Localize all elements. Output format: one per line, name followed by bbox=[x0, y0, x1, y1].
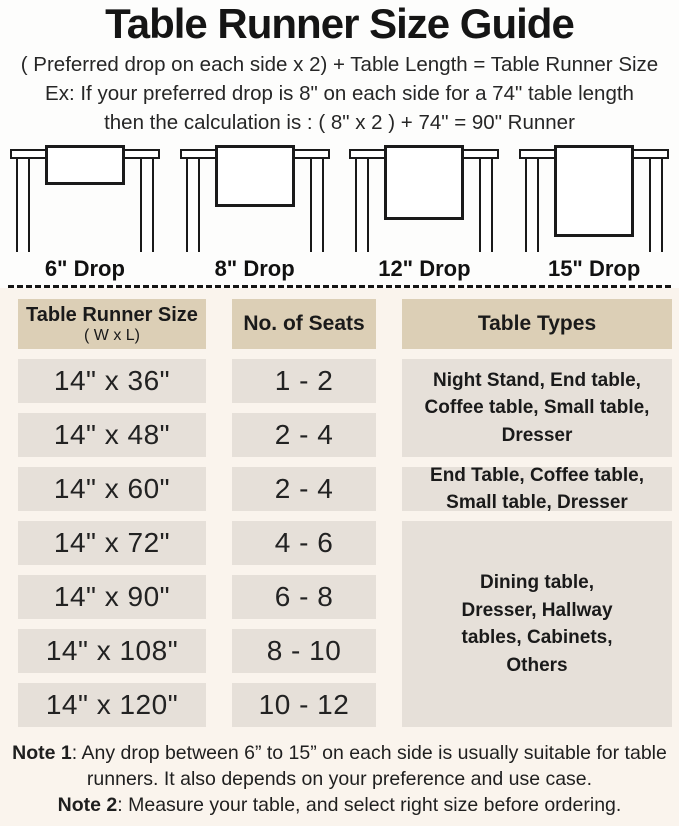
drop-label-15in: 15" Drop bbox=[547, 256, 641, 282]
table-leg-right bbox=[140, 158, 154, 252]
drop-label-12in: 12" Drop bbox=[378, 256, 471, 282]
table-types-text: Dining table, Dresser, Hallway tables, Cabinets, Others bbox=[461, 572, 613, 676]
page-title: Table Runner Size Guide bbox=[105, 0, 574, 47]
table-leg-left bbox=[16, 158, 30, 252]
table-leg-left bbox=[186, 158, 200, 252]
table-leg-right bbox=[649, 158, 663, 252]
table-illustration-15in-drop bbox=[509, 142, 679, 254]
seats-cell: 2 - 4 bbox=[232, 467, 376, 511]
note-2-text: : Measure your table, and select right size before ordering. bbox=[117, 793, 622, 816]
header-runner-size-title: Table Runner Size bbox=[26, 303, 198, 326]
table-leg-right bbox=[310, 158, 324, 252]
size-table bbox=[0, 288, 679, 727]
runner-size-cell: 14" x 120" bbox=[18, 683, 206, 727]
seats-cell: 1 - 2 bbox=[232, 359, 376, 403]
table-types-cell-group-2 bbox=[402, 464, 672, 514]
runner-shape-8in bbox=[215, 145, 295, 207]
table-types-text: Night Stand, End table, Coffee table, Small table, Dresser bbox=[424, 369, 650, 446]
note-2-label: Note 2 bbox=[57, 793, 118, 816]
seats-cell: 6 - 8 bbox=[232, 575, 376, 619]
seats-cell: 2 - 4 bbox=[232, 413, 376, 457]
table-illustration-8in-drop bbox=[170, 142, 340, 254]
notes-block bbox=[0, 727, 679, 819]
formula-line: ( Preferred drop on each side x 2) + Table Length = Table Runner Size bbox=[20, 53, 659, 77]
table-types-cell-group-3 bbox=[402, 521, 672, 727]
table-types-text: End Table, Coffee table, Small table, Dresser bbox=[430, 464, 644, 514]
header-runner-size bbox=[18, 299, 206, 349]
header-seats: No. of Seats bbox=[232, 299, 376, 349]
runner-shape-15in bbox=[554, 145, 634, 237]
table-leg-right bbox=[479, 158, 493, 252]
runner-size-cell: 14" x 48" bbox=[18, 413, 206, 457]
note-1 bbox=[12, 742, 667, 790]
runner-size-cell: 14" x 60" bbox=[18, 467, 206, 511]
table-illustration-6in-drop bbox=[0, 142, 170, 254]
header-runner-size-subtitle: ( W x L) bbox=[84, 326, 140, 344]
note-2 bbox=[58, 794, 622, 816]
drop-label-row bbox=[0, 256, 679, 282]
note-1-label: Note 1 bbox=[12, 742, 72, 765]
example-line-2: then the calculation is : ( 8" x 2 ) + 74" = 90" Runner bbox=[104, 111, 575, 135]
runner-size-cell: 14" x 108" bbox=[18, 629, 206, 673]
runner-shape-12in bbox=[384, 145, 464, 220]
seats-cell: 4 - 6 bbox=[232, 521, 376, 565]
table-leg-left bbox=[355, 158, 369, 252]
drop-label-6in: 6" Drop bbox=[44, 256, 125, 282]
header-table-types: Table Types bbox=[402, 299, 672, 349]
seats-cell: 10 - 12 bbox=[232, 683, 376, 727]
note-1-text: : Any drop between 6” to 15” on each side is usually suitable for table runners. It also depends on your preference and use case. bbox=[71, 742, 667, 791]
runner-size-cell: 14" x 90" bbox=[18, 575, 206, 619]
drop-label-8in: 8" Drop bbox=[214, 256, 295, 282]
top-section bbox=[0, 0, 679, 288]
table-types-cell-group-1 bbox=[402, 359, 672, 457]
runner-shape-6in bbox=[45, 145, 125, 185]
size-guide-section bbox=[0, 288, 679, 826]
table-illustration-12in-drop bbox=[340, 142, 510, 254]
table-leg-left bbox=[525, 158, 539, 252]
runner-size-cell: 14" x 72" bbox=[18, 521, 206, 565]
example-line-1: Ex: If your preferred drop is 8" on each side for a 74" table length bbox=[45, 82, 634, 106]
runner-size-cell: 14" x 36" bbox=[18, 359, 206, 403]
seats-cell: 8 - 10 bbox=[232, 629, 376, 673]
illustration-row bbox=[0, 142, 679, 254]
